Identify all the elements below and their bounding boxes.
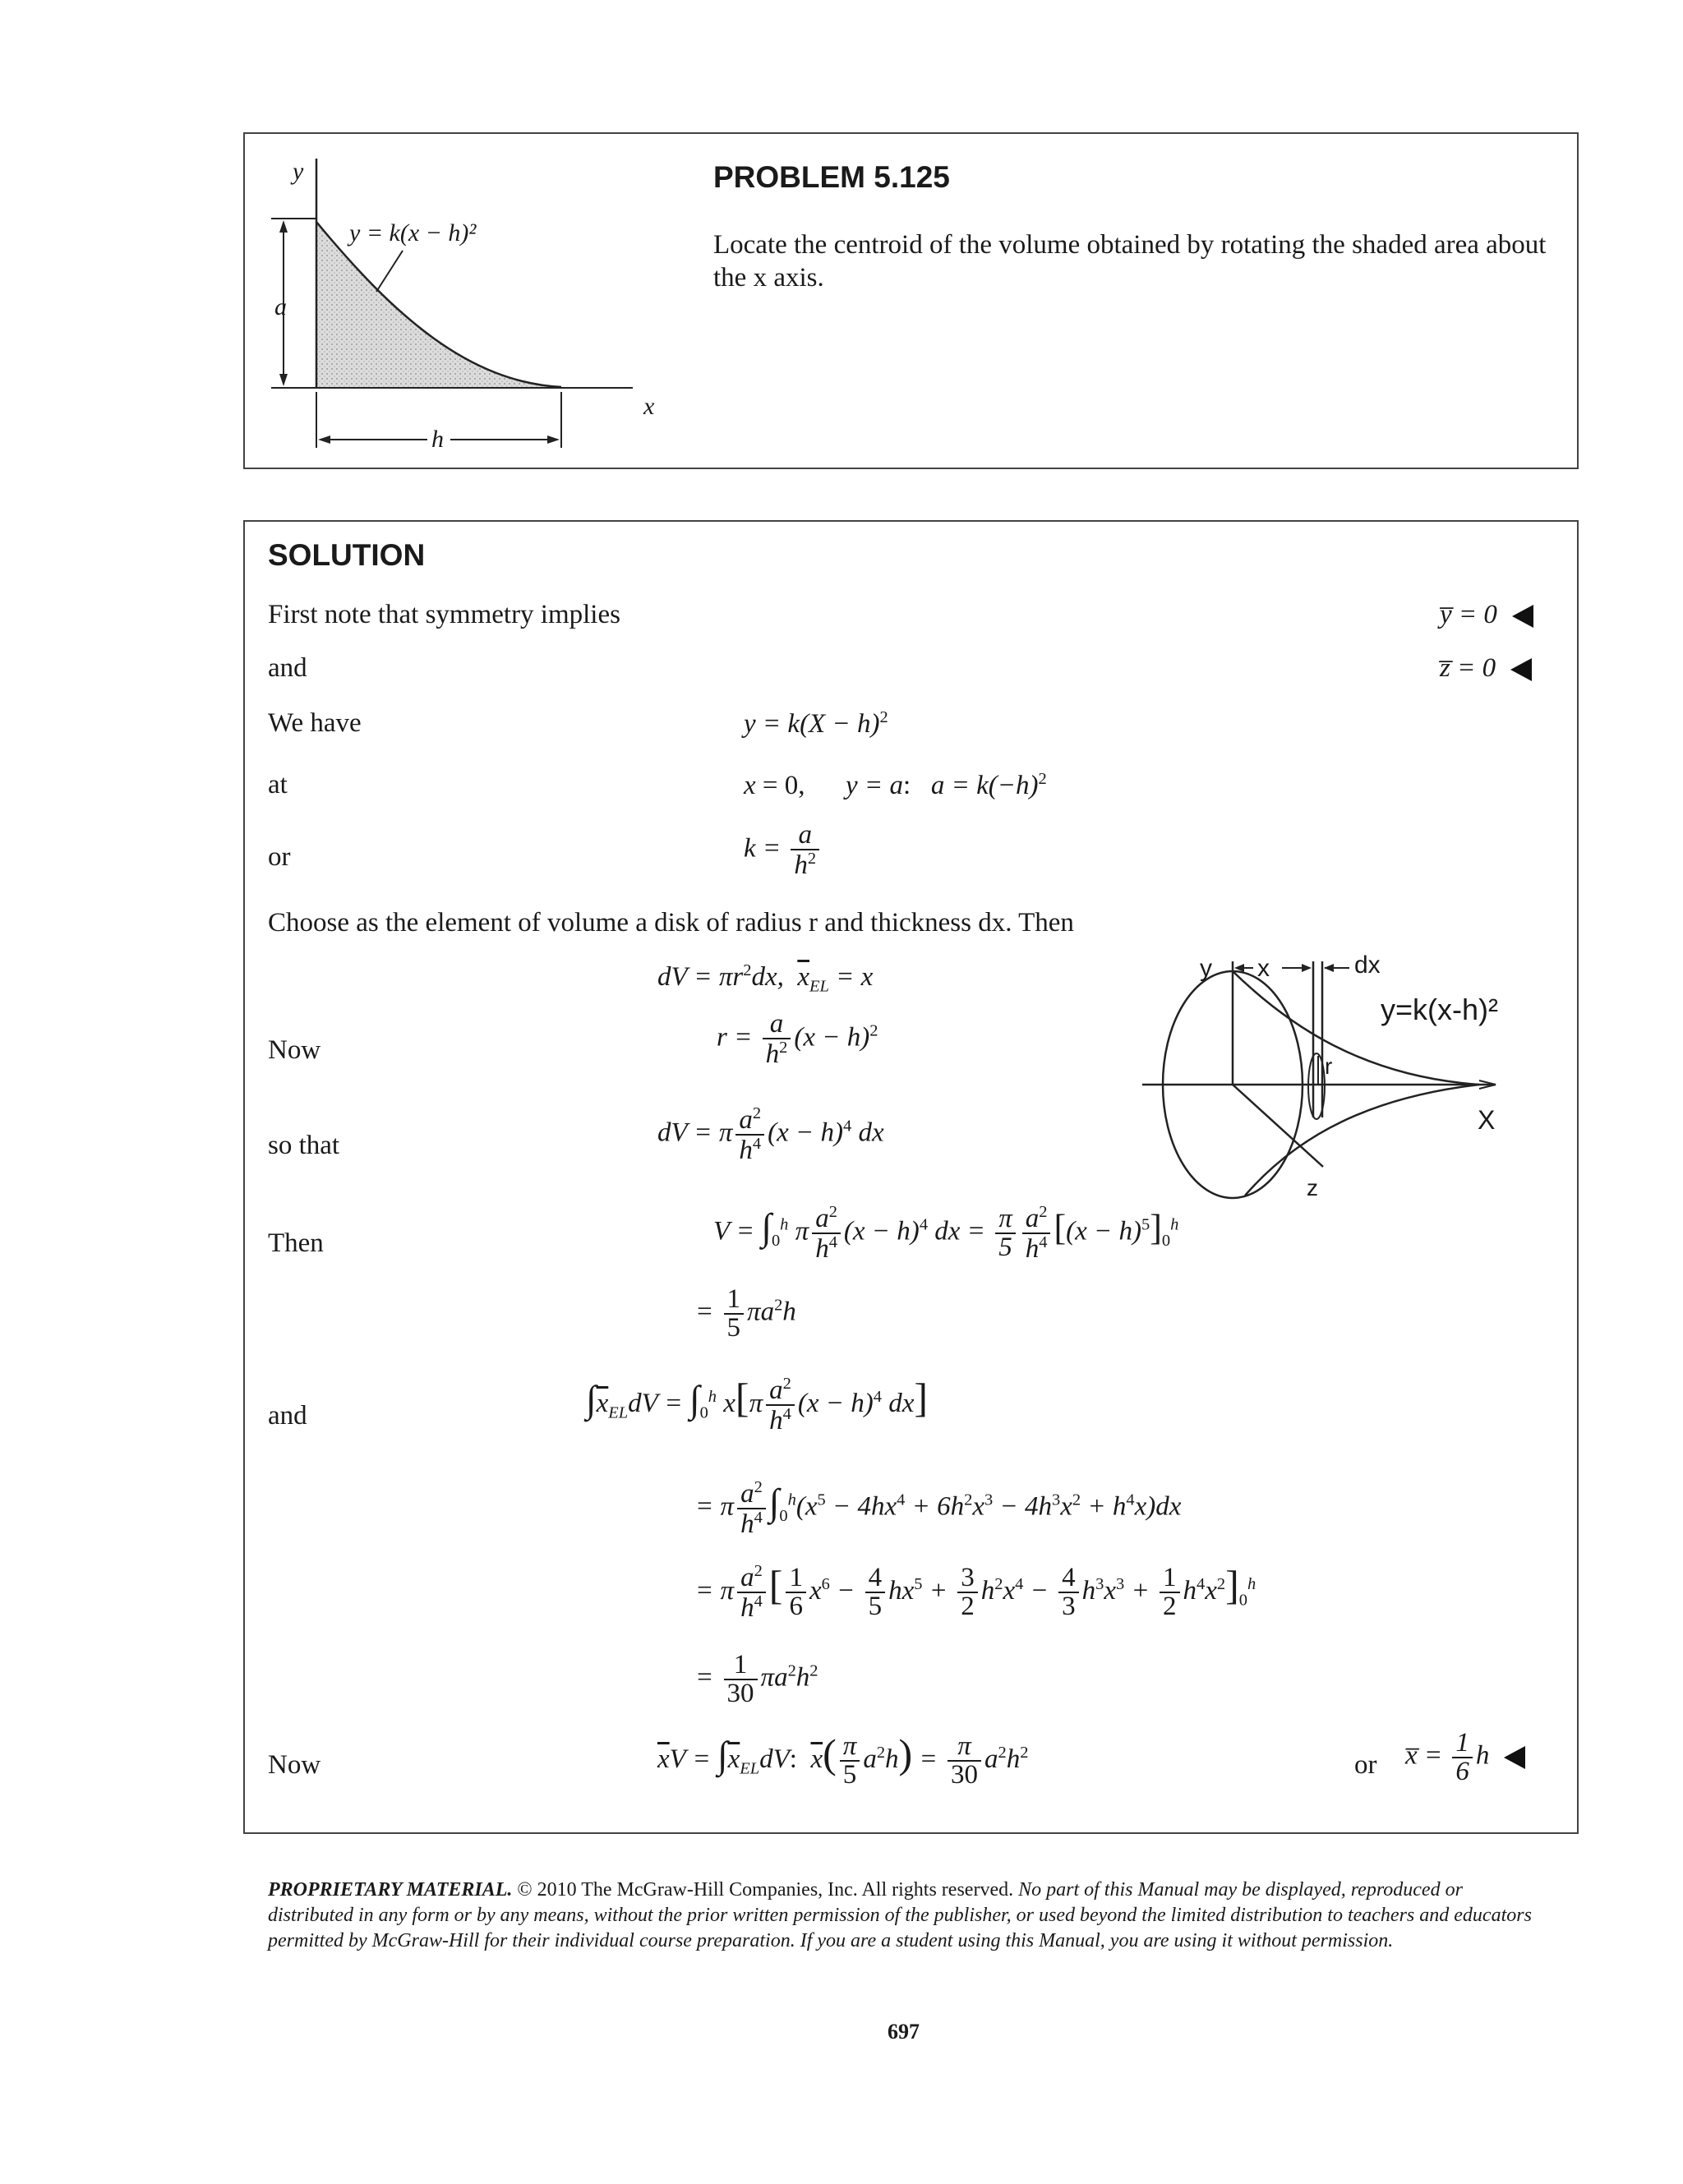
or-text-2: or bbox=[1354, 1750, 1377, 1780]
eq-boundary: x = 0, y = a: $a = k(-h)^2$ bbox=[744, 770, 1047, 800]
eq-moment: $\int\overline{x}_{EL}dV = \int_0^h$ x[π $\frac{a^2}{h^4}$ $(x - h)^4$ dx] bbox=[586, 1375, 929, 1436]
disk-sketch bbox=[1134, 945, 1545, 1224]
eq-moment-expand: = π $\frac{a^2}{h^4}$ $\int_0^h(x^5 - 4hx^4 + 6h^2x^3 - 4h^3x^2 + h^4x)dx$ bbox=[695, 1478, 1182, 1539]
footer-copyright: © 2010 The McGraw-Hill Companies, Inc. All rights reserved. bbox=[512, 1879, 1014, 1901]
and-text-2: and bbox=[268, 1401, 307, 1431]
at-text: at bbox=[268, 770, 288, 799]
symmetry-text: First note that symmetry implies bbox=[268, 600, 620, 629]
sketch-label-y: y bbox=[1200, 955, 1212, 982]
answer-xbar: x̅ = $\frac{1}{6}$ h bbox=[1405, 1730, 1525, 1785]
sketch-label-X: X bbox=[1478, 1105, 1496, 1135]
eq-curve: $y = k(X - h)^2$ bbox=[744, 708, 888, 739]
eq-final: $\overline{x}V = \int\overline{x}_{EL}dV$: $\overline{x}$( $\frac{\pi}{5}$ $a^2h$) = $\frac{\pi}{30}$ $a^2h^2$ bbox=[657, 1730, 1029, 1790]
sketch-label-r: r bbox=[1325, 1053, 1333, 1079]
now-text-2: Now bbox=[268, 1750, 321, 1780]
eq-k: k = $\frac{a}{h^2}$ bbox=[744, 822, 823, 879]
sketch-label-x: x bbox=[1257, 955, 1270, 982]
solution-title: SOLUTION bbox=[268, 538, 426, 572]
choose-text: Choose as the element of volume a disk of radius r and thickness dx. Then bbox=[268, 908, 1074, 938]
figure-label-h: h bbox=[431, 426, 444, 453]
answer-ybar: y̅ = 0 bbox=[1440, 600, 1533, 630]
now-text-1: Now bbox=[268, 1035, 321, 1065]
we-have-text: We have bbox=[268, 708, 362, 738]
figure-label-y: y bbox=[293, 158, 304, 185]
eq-V: $V = \int_0^h$ π $\frac{a^2}{h^4}$ $(x - h)^4$ dx = $\frac{\pi}{5}$ $\frac{a^2}{h^4}$ $[(x - h)^5]_0^h$ bbox=[713, 1203, 1179, 1264]
eq-moment-result: = $\frac{1}{30}$ $\pi a^2h^2$ bbox=[695, 1650, 818, 1708]
figure-label-a: a bbox=[274, 293, 287, 320]
problem-figure bbox=[247, 136, 690, 464]
and-text-1: and bbox=[268, 653, 307, 683]
eq-dV-full: dV = π $\frac{a^2}{h^4}$ $(x - h)^4$ dx bbox=[657, 1104, 884, 1165]
sketch-label-curve: y=k(x-h)² bbox=[1381, 993, 1498, 1026]
figure-label-curve: y = k(x − h)² bbox=[349, 219, 477, 247]
footer-notice bbox=[268, 1878, 1546, 1954]
eq-dV: dV = $\pi r^2dx$, $\overline{x}_{EL} = x$ bbox=[657, 961, 874, 996]
eq-r: r = $\frac{a}{h^2}$ $(x - h)^2$ bbox=[717, 1009, 878, 1069]
eq-moment-integrated: = π $\frac{a^2}{h^4}$ [ $\frac{1}{6}$ $x^6$ − $\frac{4}{5}$ $hx^5$ + $\frac{3}{2}$ $h^2x^4$ − $\frac{4}{3}$ $h^3x^3$ + $\frac{1}{2}$ $h^4x^2]_0^h$ bbox=[695, 1562, 1256, 1624]
so-that-text: so that bbox=[268, 1131, 340, 1160]
answer-zbar: z̅ = 0 bbox=[1440, 653, 1532, 684]
page-number: 697 bbox=[888, 2020, 920, 2043]
or-text: or bbox=[268, 842, 291, 872]
footer-permission: No part of this Manual may be displayed, reproduced or distributed in any form or by any means, without the prior written permission of the publisher, or used beyond the limited distribution to teachers and educators permitted by McGraw-Hill for their individual course preparation. If you are a student using this Manual, you are using it without permission. bbox=[268, 1879, 1532, 1951]
eq-V-result: = $\frac{1}{5}$ $\pi a^2h$ bbox=[695, 1284, 796, 1343]
sketch-label-dx: dx bbox=[1354, 951, 1381, 979]
figure-label-x: x bbox=[643, 393, 655, 420]
footer-proprietary-label: PROPRIETARY MATERIAL. bbox=[268, 1879, 513, 1901]
problem-title: PROBLEM 5.125 bbox=[713, 160, 950, 194]
problem-statement: Locate the centroid of the volume obtained by rotating the shaded area about the x axis. bbox=[713, 230, 1547, 293]
then-text: Then bbox=[268, 1228, 324, 1258]
sketch-label-z: z bbox=[1307, 1175, 1318, 1200]
